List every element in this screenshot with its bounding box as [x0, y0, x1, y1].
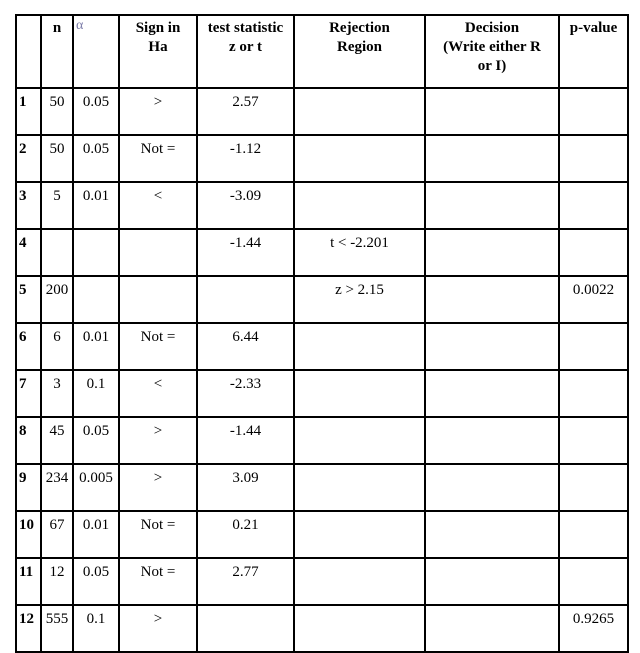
sign-in-ha-cell[interactable]: Not =: [119, 511, 197, 558]
decision-cell[interactable]: [425, 370, 559, 417]
rejection-region-cell[interactable]: [294, 605, 425, 652]
sign-in-ha-cell[interactable]: [119, 276, 197, 323]
table-row: [16, 229, 628, 276]
p-value-cell[interactable]: [559, 511, 628, 558]
table-row: [16, 417, 628, 464]
p-value-cell[interactable]: 0.0022: [559, 276, 628, 323]
header-test-statistic: test statistic z or t: [197, 15, 294, 88]
n-cell[interactable]: 6: [41, 323, 73, 370]
alpha-cell[interactable]: 0.05: [73, 417, 119, 464]
p-value-cell[interactable]: [559, 229, 628, 276]
test-statistic-cell[interactable]: -3.09: [197, 182, 294, 229]
test-statistic-cell[interactable]: 3.09: [197, 464, 294, 511]
rejection-region-cell[interactable]: [294, 558, 425, 605]
table-row: [16, 370, 628, 417]
header-row-number: [16, 15, 41, 88]
p-value-cell[interactable]: [559, 464, 628, 511]
sign-in-ha-cell[interactable]: >: [119, 464, 197, 511]
p-value-cell[interactable]: [559, 182, 628, 229]
n-cell[interactable]: 5: [41, 182, 73, 229]
rejection-region-cell[interactable]: [294, 135, 425, 182]
sign-in-ha-cell[interactable]: >: [119, 88, 197, 135]
test-statistic-cell[interactable]: [197, 605, 294, 652]
p-value-cell[interactable]: [559, 88, 628, 135]
sign-in-ha-cell[interactable]: >: [119, 605, 197, 652]
row-number-cell: 11: [16, 558, 41, 605]
hypothesis-test-table: [15, 14, 629, 653]
decision-cell[interactable]: [425, 464, 559, 511]
n-cell[interactable]: 12: [41, 558, 73, 605]
header-p-value: p-value: [559, 15, 628, 88]
sign-in-ha-cell[interactable]: <: [119, 182, 197, 229]
rejection-region-cell[interactable]: z > 2.15: [294, 276, 425, 323]
rejection-region-cell[interactable]: [294, 417, 425, 464]
row-number-cell: 4: [16, 229, 41, 276]
rejection-region-cell[interactable]: [294, 182, 425, 229]
table-row: [16, 511, 628, 558]
row-number-cell: 12: [16, 605, 41, 652]
header-rejection-region: Rejection Region: [294, 15, 425, 88]
row-number-cell: 5: [16, 276, 41, 323]
hypothesis-test-worksheet: [15, 14, 629, 653]
table-row: [16, 182, 628, 229]
alpha-cell[interactable]: 0.01: [73, 511, 119, 558]
n-cell[interactable]: 200: [41, 276, 73, 323]
n-cell[interactable]: 45: [41, 417, 73, 464]
table-row: [16, 135, 628, 182]
p-value-cell[interactable]: [559, 417, 628, 464]
table-row: [16, 605, 628, 652]
alpha-cell[interactable]: 0.1: [73, 605, 119, 652]
row-number-cell: 6: [16, 323, 41, 370]
sign-in-ha-cell[interactable]: <: [119, 370, 197, 417]
alpha-cell[interactable]: 0.005: [73, 464, 119, 511]
rejection-region-cell[interactable]: [294, 464, 425, 511]
row-number-cell: 3: [16, 182, 41, 229]
decision-cell[interactable]: [425, 88, 559, 135]
decision-cell[interactable]: [425, 229, 559, 276]
test-statistic-cell[interactable]: -1.44: [197, 417, 294, 464]
rejection-region-cell[interactable]: [294, 88, 425, 135]
row-number-cell: 1: [16, 88, 41, 135]
header-decision: Decision (Write either R or I): [425, 15, 559, 88]
table-row: [16, 276, 628, 323]
n-cell[interactable]: 234: [41, 464, 73, 511]
decision-cell[interactable]: [425, 417, 559, 464]
table-row: [16, 88, 628, 135]
n-cell[interactable]: 67: [41, 511, 73, 558]
p-value-cell[interactable]: [559, 135, 628, 182]
header-n: n: [41, 15, 73, 88]
alpha-cell[interactable]: 0.01: [73, 323, 119, 370]
alpha-cell[interactable]: 0.05: [73, 558, 119, 605]
p-value-cell[interactable]: 0.9265: [559, 605, 628, 652]
rejection-region-cell[interactable]: [294, 323, 425, 370]
alpha-cell[interactable]: [73, 276, 119, 323]
n-cell[interactable]: [41, 229, 73, 276]
table-row: [16, 558, 628, 605]
header-alpha: α: [73, 15, 119, 88]
header-sign-in-ha: Sign in Ha: [119, 15, 197, 88]
test-statistic-cell[interactable]: 0.21: [197, 511, 294, 558]
rejection-region-cell[interactable]: t < -2.201: [294, 229, 425, 276]
p-value-cell[interactable]: [559, 558, 628, 605]
sign-in-ha-cell[interactable]: [119, 229, 197, 276]
rejection-region-cell[interactable]: [294, 370, 425, 417]
p-value-cell[interactable]: [559, 370, 628, 417]
sign-in-ha-cell[interactable]: >: [119, 417, 197, 464]
test-statistic-cell[interactable]: 2.57: [197, 88, 294, 135]
table-row: [16, 323, 628, 370]
table-body: [16, 88, 628, 652]
decision-cell[interactable]: [425, 182, 559, 229]
sign-in-ha-cell[interactable]: Not =: [119, 135, 197, 182]
p-value-cell[interactable]: [559, 323, 628, 370]
decision-cell[interactable]: [425, 511, 559, 558]
alpha-cell[interactable]: 0.05: [73, 135, 119, 182]
alpha-cell[interactable]: 0.01: [73, 182, 119, 229]
decision-cell[interactable]: [425, 605, 559, 652]
n-cell[interactable]: 50: [41, 88, 73, 135]
decision-cell[interactable]: [425, 135, 559, 182]
row-number-cell: 10: [16, 511, 41, 558]
decision-cell[interactable]: [425, 558, 559, 605]
test-statistic-cell[interactable]: 2.77: [197, 558, 294, 605]
row-number-cell: 9: [16, 464, 41, 511]
rejection-region-cell[interactable]: [294, 511, 425, 558]
n-cell[interactable]: 3: [41, 370, 73, 417]
sign-in-ha-cell[interactable]: Not =: [119, 558, 197, 605]
sign-in-ha-cell[interactable]: Not =: [119, 323, 197, 370]
n-cell[interactable]: 50: [41, 135, 73, 182]
table-header-row: [16, 15, 628, 88]
alpha-cell[interactable]: 0.05: [73, 88, 119, 135]
row-number-cell: 8: [16, 417, 41, 464]
n-cell[interactable]: 555: [41, 605, 73, 652]
test-statistic-cell[interactable]: -1.44: [197, 229, 294, 276]
decision-cell[interactable]: [425, 323, 559, 370]
row-number-cell: 2: [16, 135, 41, 182]
test-statistic-cell[interactable]: 6.44: [197, 323, 294, 370]
test-statistic-cell[interactable]: -2.33: [197, 370, 294, 417]
alpha-cell[interactable]: [73, 229, 119, 276]
table-row: [16, 464, 628, 511]
alpha-cell[interactable]: 0.1: [73, 370, 119, 417]
row-number-cell: 7: [16, 370, 41, 417]
test-statistic-cell[interactable]: -1.12: [197, 135, 294, 182]
decision-cell[interactable]: [425, 276, 559, 323]
test-statistic-cell[interactable]: [197, 276, 294, 323]
